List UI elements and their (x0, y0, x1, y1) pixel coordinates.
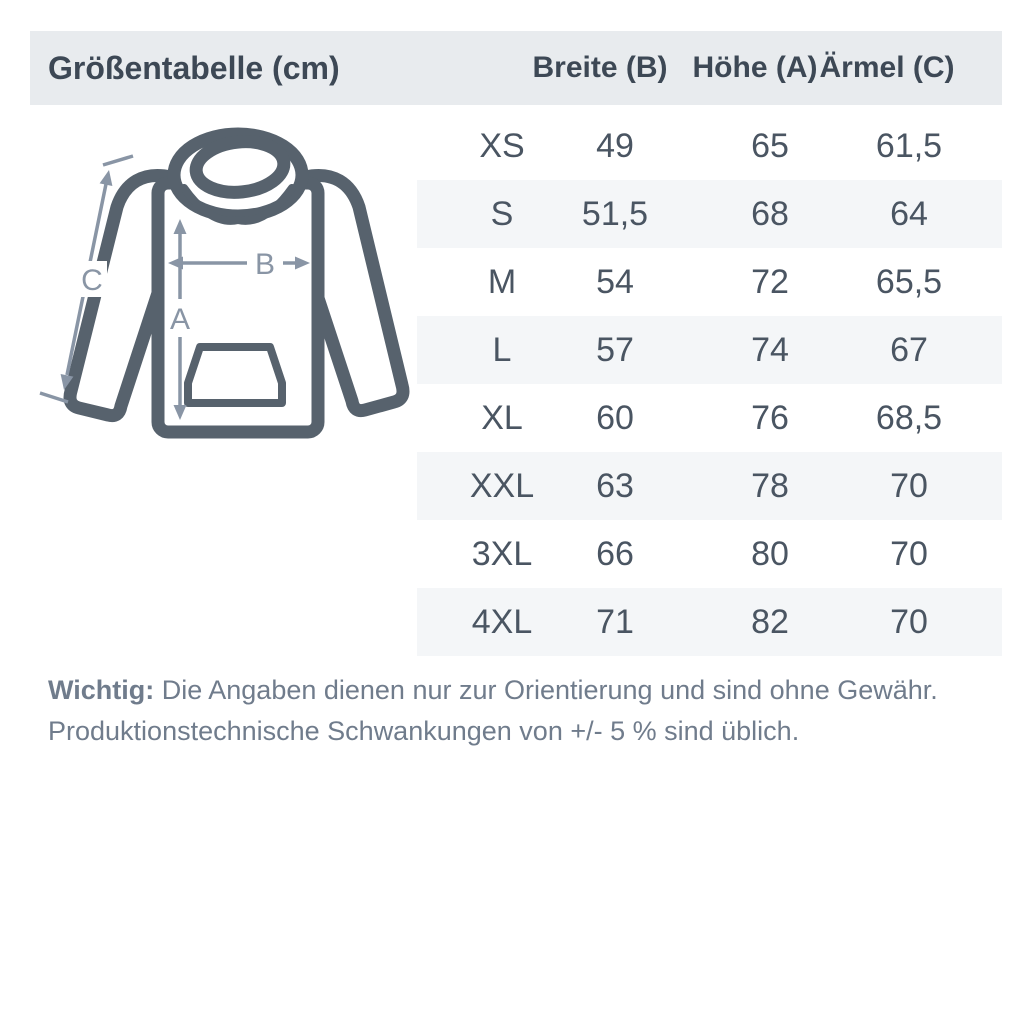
size-label: XXL (469, 467, 535, 505)
aermel-value: 65,5 (875, 263, 943, 301)
column-header-aermel: Ärmel (C) (819, 51, 955, 84)
hoehe-value: 76 (751, 399, 789, 437)
breite-value: 54 (596, 263, 634, 301)
hoehe-value: 74 (751, 331, 789, 369)
size-label: XS (479, 127, 525, 165)
column-header-breite: Breite (B) (532, 51, 668, 84)
breite-value: 60 (596, 399, 634, 437)
hoehe-value: 82 (751, 603, 789, 641)
dimension-b-label: B (254, 248, 276, 281)
table-row-xs (417, 112, 1002, 180)
hoodie-measurement-diagram (25, 113, 420, 463)
breite-value: 71 (596, 603, 634, 641)
breite-value: 57 (596, 331, 634, 369)
hoehe-value: 80 (751, 535, 789, 573)
aermel-value: 67 (890, 331, 928, 369)
table-row-xxl (417, 452, 1002, 520)
hoehe-value: 72 (751, 263, 789, 301)
aermel-value: 70 (890, 603, 928, 641)
hoodie-pocket (188, 347, 282, 403)
aermel-value: 61,5 (875, 127, 943, 165)
disclaimer-line2: Produktionstechnische Schwankungen von +/- 5 % sind üblich. (48, 716, 800, 746)
table-row-s (417, 180, 1002, 248)
size-label: L (492, 331, 512, 369)
size-label: 4XL (471, 603, 533, 641)
table-row-xl (417, 384, 1002, 452)
hoehe-value: 78 (751, 467, 789, 505)
table-row-l (417, 316, 1002, 384)
disclaimer-line1: Die Angaben dienen nur zur Orientierung und sind ohne Gewähr. (154, 675, 938, 705)
breite-value: 63 (596, 467, 634, 505)
table-row-4xl (417, 588, 1002, 656)
column-header-hoehe: Höhe (A) (692, 51, 818, 84)
aermel-value: 68,5 (875, 399, 943, 437)
breite-value: 66 (596, 535, 634, 573)
aermel-value: 70 (890, 467, 928, 505)
dimension-c-label: C (81, 264, 103, 297)
breite-value: 49 (596, 127, 634, 165)
size-table (417, 112, 1002, 656)
size-label: XL (481, 399, 523, 437)
table-row-m (417, 248, 1002, 316)
disclaimer-note (48, 670, 978, 752)
disclaimer-bold-label: Wichtig: (48, 675, 155, 705)
dimension-a-label: A (169, 303, 191, 336)
hoehe-value: 65 (751, 127, 789, 165)
hoehe-value: 68 (751, 195, 789, 233)
page-title: Größentabelle (cm) (48, 50, 340, 86)
table-row-3xl (417, 520, 1002, 588)
breite-value: 51,5 (581, 195, 649, 233)
size-label: M (487, 263, 517, 301)
table-header-band (30, 31, 1002, 105)
aermel-value: 70 (890, 535, 928, 573)
aermel-value: 64 (890, 195, 928, 233)
size-label: S (490, 195, 514, 233)
size-label: 3XL (471, 535, 533, 573)
